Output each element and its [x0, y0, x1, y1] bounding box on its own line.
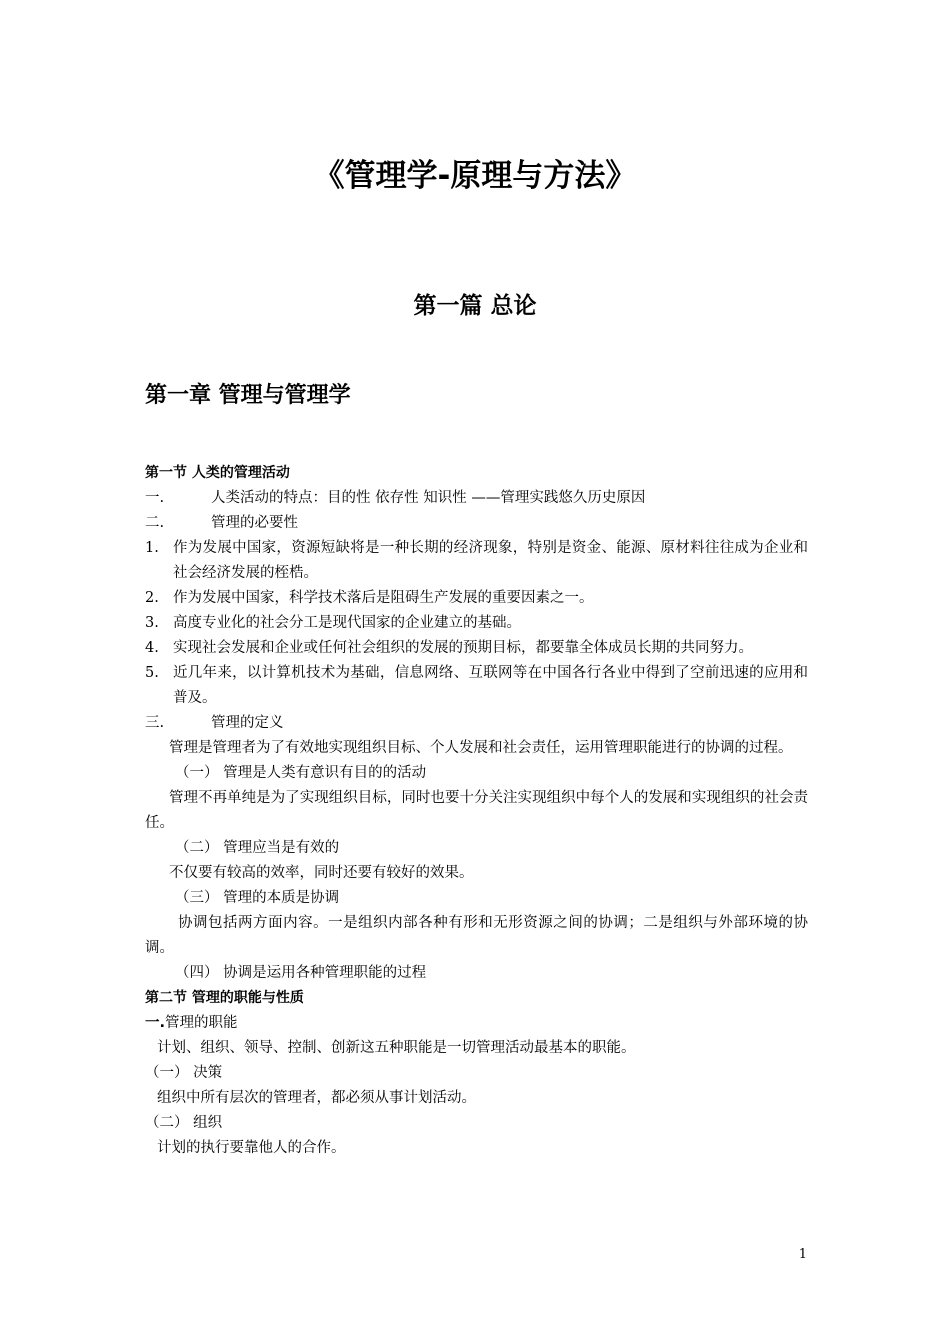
subsection-heading: （二） 管理应当是有效的: [175, 840, 340, 856]
item-number: 4.: [145, 640, 159, 656]
subsection-heading: （一） 管理是人类有意识有目的的活动: [175, 765, 427, 781]
item-number: 1.: [145, 540, 159, 556]
paragraph: 协调包括两方面内容。一是组织内部各种有形和无形资源之间的协调；二是组织与外部环境的协调。: [145, 915, 808, 956]
item-number: 3.: [145, 615, 159, 631]
roman-numeral: 一.: [145, 490, 165, 506]
roman-point-1: [145, 486, 808, 511]
point-number: 一.: [145, 1015, 166, 1031]
definition-paragraph: 管理是管理者为了有效地实现组织目标、个人发展和社会责任，运用管理职能进行的协调的过程。: [169, 740, 793, 756]
section-heading: 第二节 管理的职能与性质: [145, 990, 304, 1006]
subsection-heading: （四） 协调是运用各种管理职能的过程: [175, 965, 427, 981]
numbered-item: [145, 636, 808, 661]
document-title: 《管理学-原理与方法》: [313, 158, 637, 194]
paragraph: 计划、组织、领导、控制、创新这五种职能是一切管理活动最基本的职能。: [157, 1040, 636, 1056]
numbered-item: [145, 661, 808, 711]
item-text: 作为发展中国家，资源短缺将是一种长期的经济现象，特别是资金、能源、原材料往往成为企业和社会经济发展的桎梏。: [173, 540, 808, 581]
roman-numeral: 二.: [145, 515, 165, 531]
subsection-heading: （一） 决策: [145, 1065, 223, 1081]
numbered-item: [145, 611, 808, 636]
numbered-item: [145, 536, 808, 586]
paragraph: 管理不再单纯是为了实现组织目标，同时也要十分关注实现组织中每个人的发展和实现组织的社会责任。: [145, 790, 808, 831]
document-body: [145, 461, 808, 1161]
roman-point-2: [145, 511, 808, 536]
item-text: 实现社会发展和企业或任何社会组织的发展的预期目标，都要靠全体成员长期的共同努力。: [173, 640, 753, 656]
paragraph: 不仅要有较高的效率，同时还要有较好的效果。: [169, 865, 474, 881]
numbered-item: [145, 586, 808, 611]
roman-point-text: 人类活动的特点：目的性 依存性 知识性 ——管理实践悠久历史原因: [211, 490, 646, 506]
item-text: 高度专业化的社会分工是现代国家的企业建立的基础。: [173, 615, 521, 631]
point-text: 管理的职能: [165, 1015, 238, 1031]
roman-point-text: 管理的必要性: [211, 515, 298, 531]
part-title: 第一篇 总论: [413, 293, 537, 319]
point-heading: [145, 1011, 808, 1036]
paragraph: 计划的执行要靠他人的合作。: [157, 1140, 346, 1156]
roman-point-3: [145, 711, 808, 736]
item-number: 5.: [145, 665, 159, 681]
item-text: 作为发展中国家，科学技术落后是阻碍生产发展的重要因素之一。: [173, 590, 594, 606]
item-text: 近几年来，以计算机技术为基础，信息网络、互联网等在中国各行各业中得到了空前迅速的应用和普及。: [173, 665, 808, 706]
page-number: 1: [798, 1247, 807, 1262]
roman-numeral: 三.: [145, 715, 165, 731]
chapter-title: 第一章 管理与管理学: [145, 383, 351, 408]
item-number: 2.: [145, 590, 159, 606]
subsection-heading: （二） 组织: [145, 1115, 223, 1131]
paragraph: 组织中所有层次的管理者，都必须从事计划活动。: [157, 1090, 476, 1106]
subsection-heading: （三） 管理的本质是协调: [175, 890, 340, 906]
roman-point-text: 管理的定义: [211, 715, 284, 731]
section-heading: 第一节 人类的管理活动: [145, 465, 290, 481]
